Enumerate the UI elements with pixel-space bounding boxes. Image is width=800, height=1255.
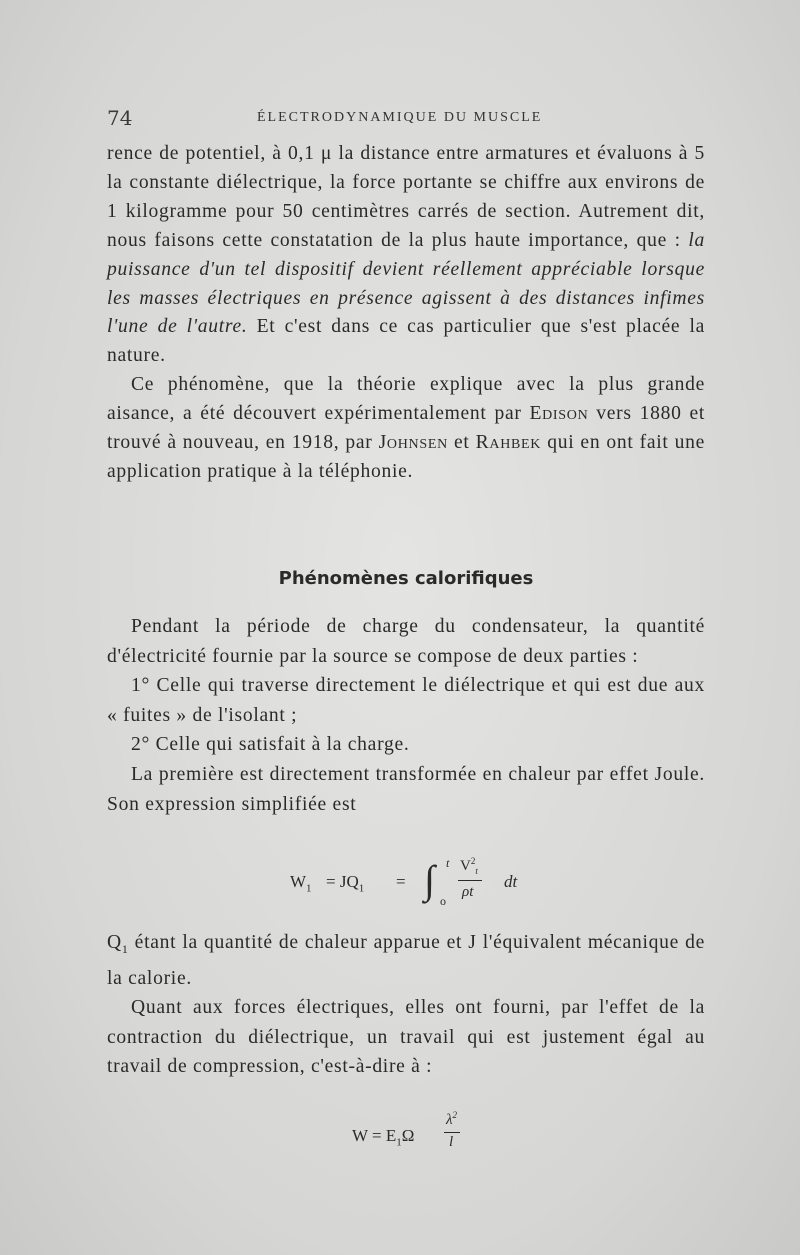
fraction-bar <box>458 880 482 881</box>
para2-text-4: qui en ont fait une application pratique à la téléphonie. <box>107 432 705 482</box>
formula2-fraction-bar <box>444 1132 460 1133</box>
formula2-denominator: l <box>449 1134 454 1150</box>
list-item-2: 2° Celle qui satisfait à la charge. <box>131 734 410 756</box>
page-number: 74 <box>107 106 133 130</box>
integral-upper-bound: t <box>446 856 450 870</box>
body-text-bottom <box>107 928 705 1081</box>
name-johnsen: Johnsen <box>378 432 448 454</box>
body-text-middle <box>107 612 705 819</box>
paragraph-discovery <box>107 371 705 487</box>
formula1-differential: dt <box>504 872 518 891</box>
page-header <box>107 102 707 132</box>
formula-joule-heat <box>290 858 550 914</box>
fraction-denominator: ρt <box>462 884 474 900</box>
para2-text-1: Ce phénomène, que la théorie explique avec la plus grande aisance, a été découvert expérimentalement par <box>107 374 705 425</box>
q1-definition: étant la quantité de chaleur apparue et J l'équivalent mécanique de la calorie. <box>107 932 705 990</box>
formula1-lhs: $W_1$ <box>290 872 312 895</box>
name-edison: Edison <box>529 403 589 425</box>
name-rahbek: Rahbek <box>475 432 542 454</box>
paragraph-joule: La première est directement transformée en chaleur par effet Joule. Son expression simplifiée est <box>107 763 705 815</box>
section-heading: Phénomènes calorifiques <box>278 568 534 589</box>
paragraph-q1 <box>107 928 705 993</box>
integral-lower-bound: o <box>440 894 446 908</box>
running-title: ÉLECTRODYNAMIQUE DU MUSCLE <box>257 110 543 125</box>
para1-italic-statement: la puissance d'un tel dispositif devient réellement appréciable lorsque les masses électriques en présence agissent à des distances infimes l'une de l'autre. <box>107 229 705 338</box>
formula-work <box>352 1110 492 1160</box>
formula1-eq2: = <box>396 872 406 891</box>
para2-text-3: et <box>447 432 476 454</box>
para1-text-1: rence de potentiel, à 0,1 μ la distance entre armatures et évaluons à 5 la constante diélectrique, la force portante se chiffre aux environs de 1 kilogramme pour 50 centimètres carrés de section. Autrement dit, nous faisons cette constatation de la plus haute importance, que : <box>107 143 705 251</box>
q1-symbol: Q <box>107 932 122 953</box>
formula2-numerator: $\lambda^2$ <box>446 1110 457 1128</box>
formula2-lhs: $W = E_1\Omega$ <box>352 1126 415 1149</box>
formula1-eq1: = $JQ_1$ <box>326 872 365 895</box>
para1-text-2: Et c'est dans ce cas particulier que s'est placée la nature. <box>107 316 705 367</box>
integral-sign: ∫ <box>424 857 435 902</box>
fraction-numerator: $V^2_t$ <box>460 856 478 876</box>
q1-subscript: 1 <box>121 941 129 956</box>
paragraph-electric-forces: Quant aux forces électriques, elles ont fourni, par l'effet de la contraction du diélectrique, un travail qui est justement égal au travail de compression, c'est-à-dire à : <box>107 997 705 1077</box>
paragraph-charge: Pendant la période de charge du condensateur, la quantité d'électricité fournie par la source se compose de deux parties : <box>107 616 705 667</box>
list-item-1: 1° Celle qui traverse directement le diélectrique et qui est due aux « fuites » de l'isolant ; <box>107 675 705 726</box>
body-text-top <box>107 140 705 487</box>
paragraph-continuation <box>107 140 705 371</box>
para2-text-2: vers 1880 et trouvé à nouveau, en 1918, par <box>107 403 705 454</box>
